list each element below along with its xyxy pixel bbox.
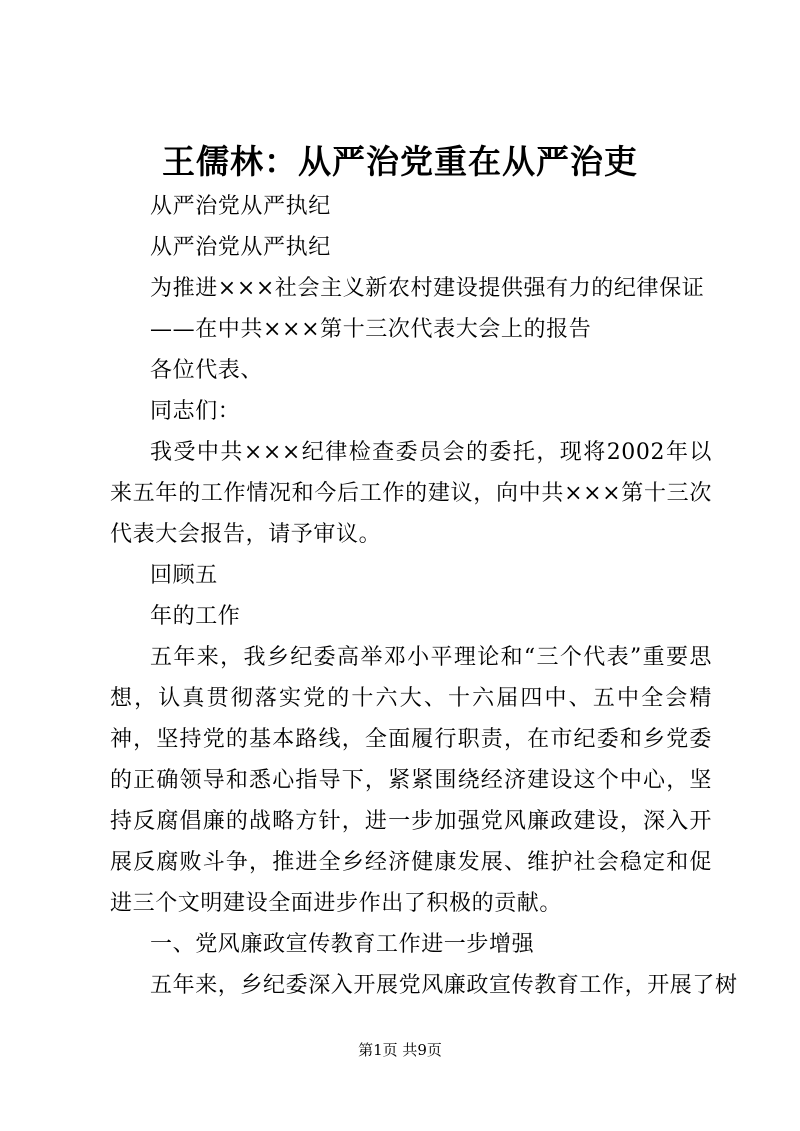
paragraph-report-purpose: 为推进×××社会主义新农村建设提供强有力的纪律保证 (150, 276, 705, 301)
paragraph-salutation-delegates: 各位代表、 (150, 358, 264, 383)
paragraph-heading-one: 一、党风廉政宣传教育工作进一步增强 (150, 932, 535, 957)
paragraph-review: 五年来，我乡纪委高举邓小平理论和“三个代表”重要思想，认真贯彻落实党的十六大、十六届四中、五中全会精神，坚持党的基本路线，全面履行职责，在市纪委和乡党委的正确领导和悉心指导下，紧紧围绕经济建设这个中心，坚持反腐倡廉的战略方针，进一步加强党风廉政建设，深入开展反腐败斗争，推进全乡经济健康发展、维护社会稳定和促进三个文明建设全面进步作出了积极的贡献。 (110, 645, 712, 916)
paragraph-section-heading-part1: 回顾五 (150, 563, 218, 588)
document-body (110, 186, 738, 1006)
paragraph-section-heading-part2: 年的工作 (150, 604, 241, 629)
paragraph-education-work: 五年来，乡纪委深入开展党风廉政宣传教育工作，开展了树 (150, 973, 738, 998)
page-number: 第1页 共9页 (358, 1041, 442, 1059)
paragraph-subtitle-2: 从严治党从严执纪 (150, 235, 331, 260)
document-title: 王儒林：从严治党重在从严治吏 (162, 142, 638, 181)
paragraph-report-occasion: ——在中共×××第十三次代表大会上的报告 (150, 317, 592, 342)
paragraph-salutation-comrades: 同志们： (150, 399, 241, 424)
paragraph-subtitle-1: 从严治党从严执纪 (150, 194, 331, 219)
paragraph-intro: 我受中共×××纪律检查委员会的委托，现将2002年以来五年的工作情况和今后工作的建议，向中共×××第十三次代表大会报告，请予审议。 (110, 440, 712, 547)
